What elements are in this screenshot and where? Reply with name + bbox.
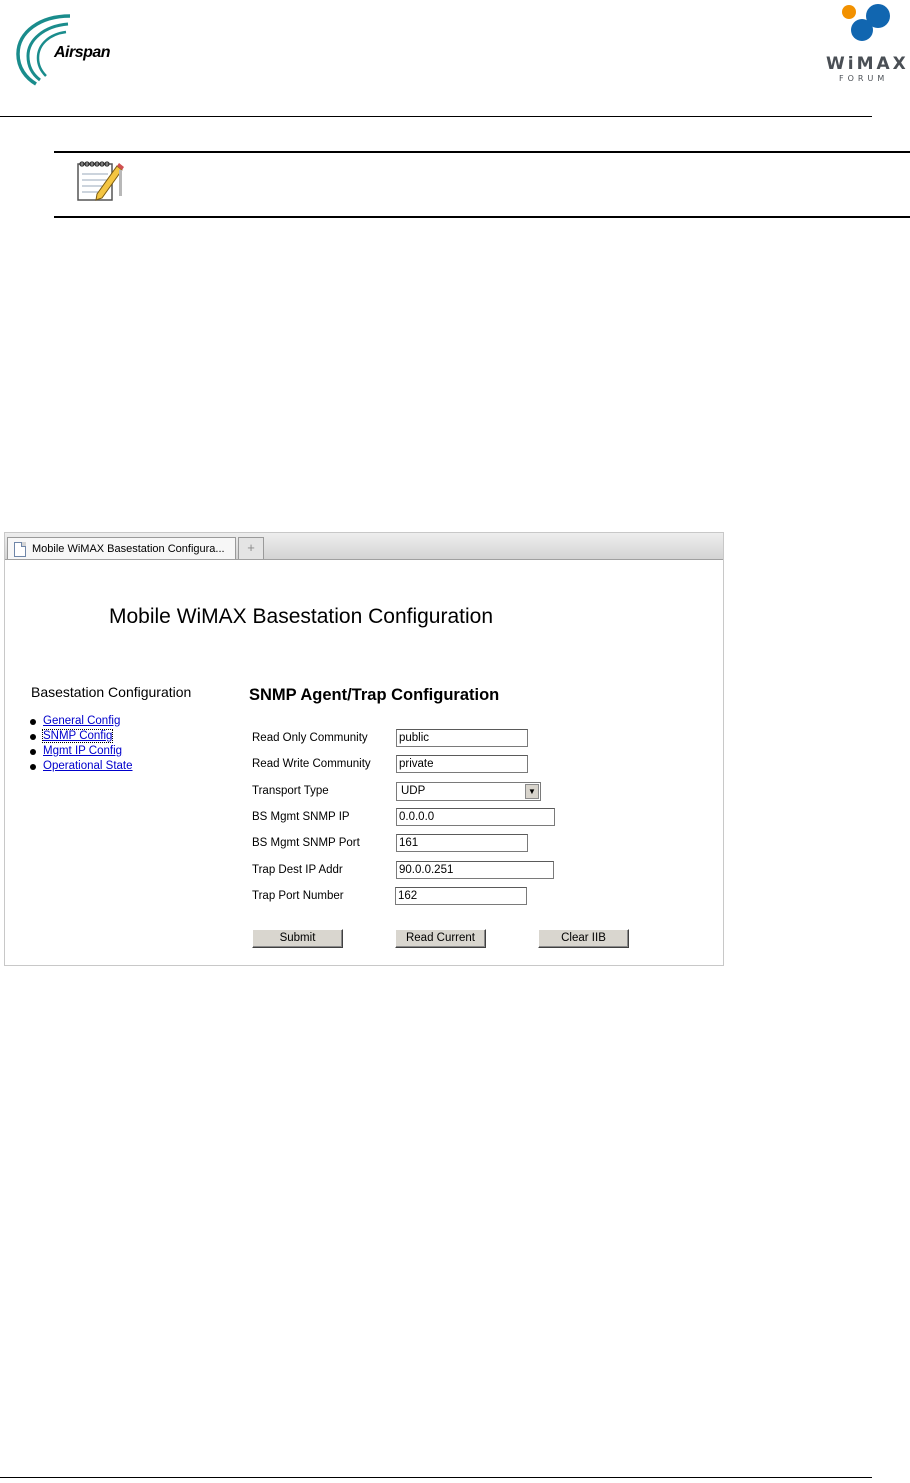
section-title: SNMP Agent/Trap Configuration: [249, 686, 500, 704]
link-operational-state[interactable]: Operational State: [43, 760, 133, 772]
airspan-wordmark: Airspan: [54, 44, 111, 61]
label-read-write-community: Read Write Community: [252, 758, 371, 770]
link-general-config[interactable]: General Config: [43, 715, 121, 727]
sidebar-heading: Basestation Configuration: [31, 684, 192, 700]
link-snmp-config[interactable]: SNMP Config: [43, 730, 113, 742]
label-trap-dest-ip: Trap Dest IP Addr: [252, 864, 343, 876]
browser-window: [4, 532, 724, 966]
forum-wordmark: FORUM: [839, 74, 889, 83]
read-write-community-input[interactable]: private: [396, 755, 528, 773]
notepad-pencil-icon: [75, 156, 125, 204]
footer-divider: [0, 1477, 872, 1478]
label-read-only-community: Read Only Community: [252, 732, 368, 744]
read-only-community-input[interactable]: public: [396, 729, 528, 747]
bs-mgmt-snmp-ip-input[interactable]: 0.0.0.0: [396, 808, 555, 826]
label-transport-type: Transport Type: [252, 785, 329, 797]
sidebar-item-operational-state: [25, 760, 133, 775]
trap-dest-ip-input[interactable]: 90.0.0.251: [396, 861, 554, 879]
submit-button[interactable]: Submit: [252, 929, 343, 948]
tab-title: Mobile WiMAX Basestation Configura...: [32, 543, 225, 555]
sidebar-nav: [25, 715, 133, 775]
label-bs-mgmt-snmp-ip: BS Mgmt SNMP IP: [252, 811, 350, 823]
read-current-button[interactable]: Read Current: [395, 929, 486, 948]
link-mgmt-ip-config[interactable]: Mgmt IP Config: [43, 745, 123, 757]
new-tab-button[interactable]: +: [238, 537, 264, 559]
browser-tab[interactable]: [7, 537, 236, 559]
sidebar-item-snmp-config: [25, 730, 133, 745]
wimax-wordmark: WiMAX: [826, 54, 909, 74]
label-trap-port: Trap Port Number: [252, 890, 344, 902]
sidebar-item-general-config: [25, 715, 133, 730]
note-bottom-rule: [54, 216, 910, 218]
sidebar-item-mgmt-ip-config: [25, 745, 133, 760]
bs-mgmt-snmp-port-input[interactable]: 161: [396, 834, 528, 852]
transport-type-select[interactable]: [396, 782, 541, 801]
header-divider: [0, 116, 872, 117]
trap-port-input[interactable]: 162: [395, 887, 527, 905]
transport-type-value: UDP: [401, 785, 426, 797]
tab-bar: [5, 533, 723, 560]
label-bs-mgmt-snmp-port: BS Mgmt SNMP Port: [252, 837, 360, 849]
chevron-down-icon[interactable]: ▼: [525, 784, 539, 799]
page-icon: [14, 542, 26, 557]
note-top-rule: [54, 151, 910, 153]
clear-iib-button[interactable]: Clear IIB: [538, 929, 629, 948]
page-title: Mobile WiMAX Basestation Configuration: [109, 605, 494, 628]
